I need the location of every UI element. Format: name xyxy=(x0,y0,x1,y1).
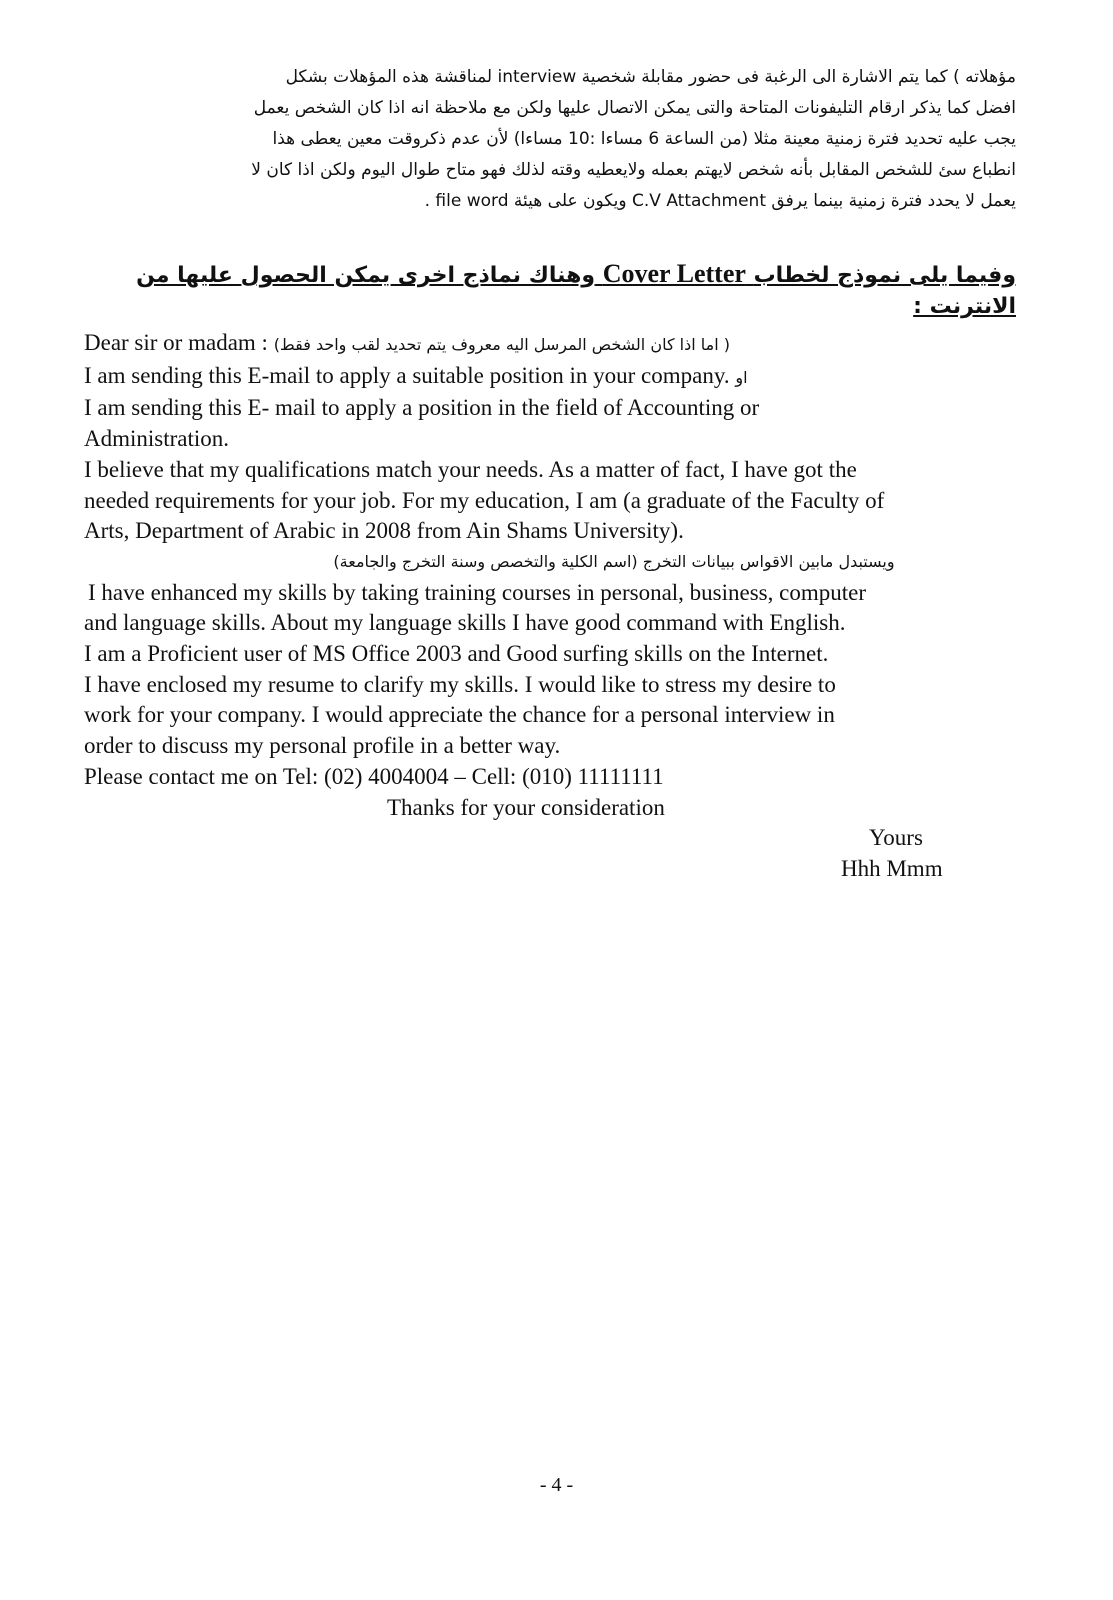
letter-line: I believe that my qualifications match your needs. As a matter of fact, I have got the xyxy=(84,456,857,482)
salutation-note: ( اما اذا كان الشخص المرسل اليه معروف يتم تحديد لقب واحد فقط) xyxy=(273,335,730,354)
page-number: - 4 - xyxy=(539,1474,574,1496)
intro-line: انطباع سئ للشخص المقابل بأنه شخص لايهتم بعمله ولايعطيه وقته لذلك فهو متاح طوال اليوم ولكن اذا كان لا xyxy=(251,160,1016,180)
closing: Yours xyxy=(869,825,923,851)
contact-line: Please contact me on Tel: (02) 4004004 – Cell: (010) 11111111 xyxy=(84,763,664,789)
salutation: Dear sir or madam : xyxy=(84,330,268,355)
or-word: او xyxy=(735,367,748,387)
letter-line: I have enhanced my skills by taking training courses in personal, business, computer xyxy=(88,579,866,605)
arabic-intro-paragraph xyxy=(82,62,1016,217)
letter-line: I am a Proficient user of MS Office 2003 and Good surfing skills on the Internet. xyxy=(84,641,829,667)
intro-line: مؤهلاته ) كما يتم الاشارة الى الرغبة فى حضور مقابلة شخصية interview لمناقشة هذه المؤهلات بشكل xyxy=(285,67,1016,87)
letter-line: Arts, Department of Arabic in 2008 from Ain Shams University). xyxy=(84,518,684,544)
heading-cover-letter: Cover Letter xyxy=(602,259,746,288)
letter-line: Administration. xyxy=(84,426,230,452)
letter-line: and language skills. About my language skills I have good command with English. xyxy=(84,610,846,636)
cover-letter-body xyxy=(84,328,1024,885)
replace-note: ويستبدل مابين الاقواس ببيانات التخرج (اسم الكلية والتخصص وسنة التخرج والجامعة) xyxy=(333,551,895,571)
letter-line: work for your company. I would appreciate the chance for a personal interview in xyxy=(84,702,835,728)
intro-line: يجب عليه تحديد فترة زمنية معينة مثلا (من الساعة 6 مساءا :10 مساءا) لأن عدم ذكروقت معين يعطى هذا xyxy=(272,129,1016,149)
signature-name: Hhh Mmm xyxy=(841,855,943,881)
letter-line: order to discuss my personal profile in a better way. xyxy=(84,733,561,759)
letter-line: needed requirements for your job. For my education, I am (a graduate of the Faculty of xyxy=(84,487,885,513)
intro-line: افضل كما يذكر ارقام التليفونات المتاحة والتى يمكن الاتصال عليها ولكن مع ملاحظة انه اذا كان الشخص يعمل xyxy=(253,98,1016,118)
letter-line xyxy=(84,361,1024,394)
salutation-row xyxy=(84,328,1024,361)
letter-line-text: I am sending this E-mail to apply a suitable position in your company. xyxy=(84,362,730,388)
thanks-line: Thanks for your consideration xyxy=(387,794,665,820)
section-heading xyxy=(132,258,1016,322)
letter-line: I have enclosed my resume to clarify my skills. I would like to stress my desire to xyxy=(84,671,836,697)
letter-line: I am sending this E- mail to apply a position in the field of Accounting or xyxy=(84,395,760,421)
intro-line: يعمل لا يحدد فترة زمنية بينما يرفق C.V Attachment ويكون على هيئة file word . xyxy=(424,191,1016,211)
heading-part-1: وفيما يلى نموذج لخطاب xyxy=(753,263,1016,288)
heading-part-2: وهناك نماذج اخرى يمكن الحصول عليها من الانترنت : xyxy=(136,263,1016,319)
